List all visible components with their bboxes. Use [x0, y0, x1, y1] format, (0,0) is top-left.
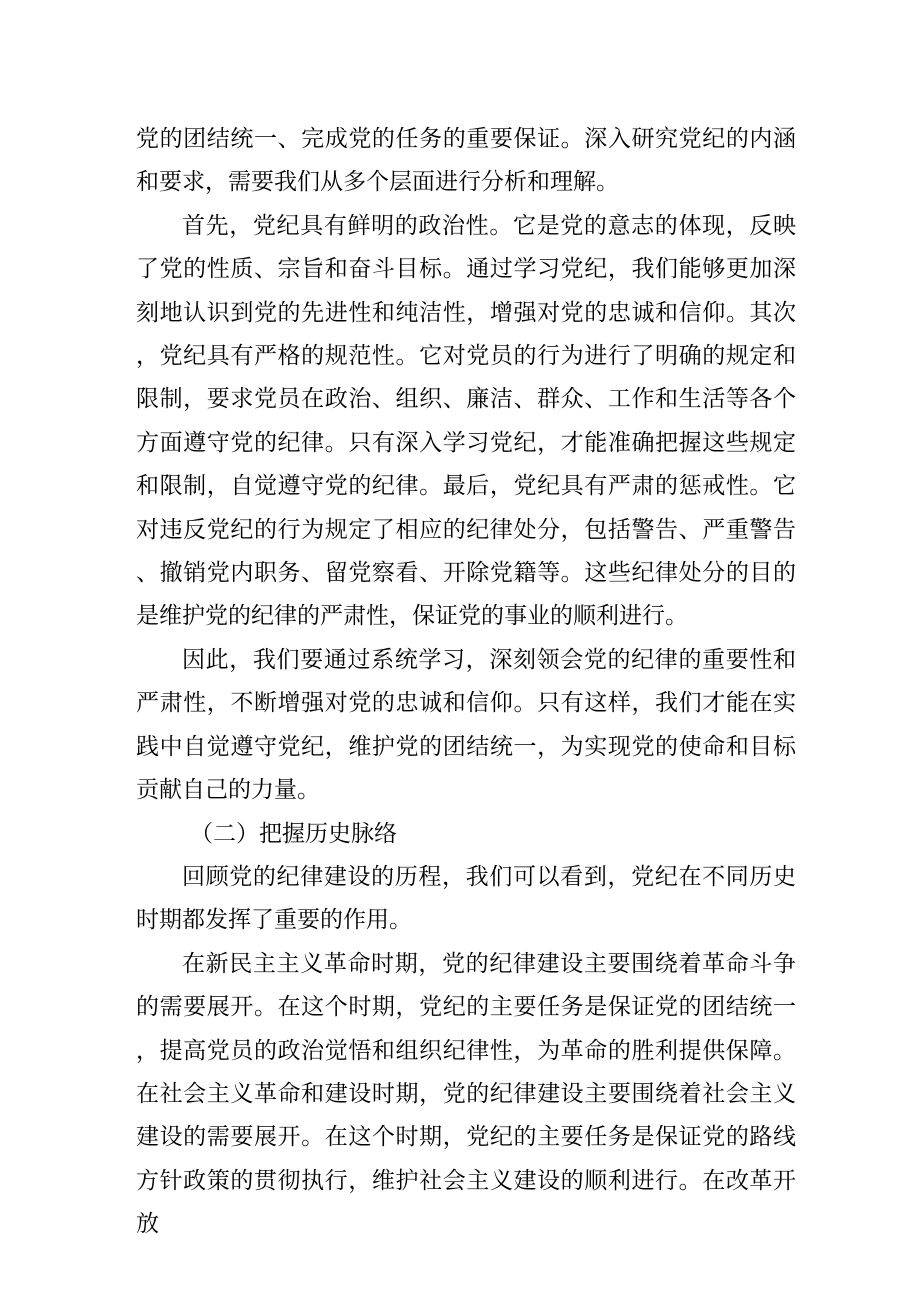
paragraph-history-periods: 在新民主主义革命时期，党的纪律建设主要围绕着革命斗争的需要展开。在这个时期，党纪的主要任务是保证党的团结统一，提高党员的政治觉悟和组织纪律性，为革命的胜利提供保障。在社会主义革命和建设时期，党的纪律建设主要围绕着社会主义建设的需要展开。在这个时期，党纪的主要任务是保证党的路线方针政策的贯彻执行，维护社会主义建设的顺利进行。在改革开放: [136, 950, 796, 1238]
section-heading: （二）把握历史脉络: [190, 820, 397, 847]
paragraph-conclusion: 因此，我们要通过系统学习，深刻领会党的纪律的重要性和严肃性，不断增强对党的忠诚和信仰。只有这样，我们才能在实践中自觉遵守党纪，维护党的团结统一，为实现党的使命和目标贡献自己的力量。: [136, 646, 796, 804]
paragraph-continuation: 党的团结统一、完成党的任务的重要保证。深入研究党纪的内涵和要求，需要我们从多个层面进行分析和理解。: [136, 126, 796, 196]
paragraph-history-review: 回顾党的纪律建设的历程，我们可以看到，党纪在不同历史时期都发挥了重要的作用。: [136, 863, 796, 934]
paragraph-party-discipline-characteristics: 首先，党纪具有鲜明的政治性。它是党的意志的体现，反映了党的性质、宗旨和奋斗目标。通过学习党纪，我们能够更加深刻地认识到党的先进性和纯洁性，增强对党的忠诚和信仰。其次，党纪具有严格的规范性。它对党员的行为进行了明确的规定和限制，要求党员在政治、组织、廉洁、群众、工作和生活等各个方面遵守党的纪律。只有深入学习党纪，才能准确把握这些规定和限制，自觉遵守党的纪律。最后，党纪具有严肃的惩戒性。它对违反党纪的行为规定了相应的纪律处分，包括警告、严重警告、撤销党内职务、留党察看、开除党籍等。这些纪律处分的目的是维护党的纪律的严肃性，保证党的事业的顺利进行。: [136, 212, 796, 630]
document-body: [136, 118, 796, 1247]
